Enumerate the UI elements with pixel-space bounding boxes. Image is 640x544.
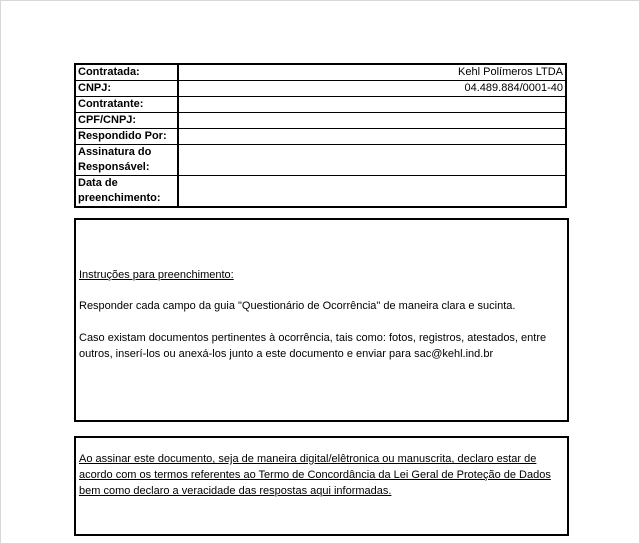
cnpj-value[interactable]: 04.489.884/0001-40 bbox=[178, 81, 566, 97]
table-row bbox=[75, 145, 566, 176]
cpf-cnpj-label: CPF/CNPJ: bbox=[75, 113, 178, 129]
table-row bbox=[75, 64, 566, 81]
data-preenchimento-label: Data de preenchimento: bbox=[75, 176, 178, 208]
declaration-text: Ao assinar este documento, seja de maneira digital/elêtronica ou manuscrita, declaro estar de acordo com os termos referentes ao Termo de Concordância da Lei Geral de Proteção de Dados bem como declaro a veracidade das respostas aqui informadas. bbox=[79, 453, 551, 497]
instructions-paragraph-1: Responder cada campo da guia "Questionário de Ocorrência" de maneira clara e sucinta. bbox=[79, 300, 516, 312]
assinatura-label: Assinatura do Responsável: bbox=[75, 145, 178, 176]
instructions-title: Instruções para preenchimento: bbox=[79, 269, 234, 281]
instructions-paragraph-2: Caso existam documentos pertinentes à ocorrência, tais como: fotos, registros, atestados, entre outros, inserí-los ou anexá-los junto a este documento e enviar para sac@kehl.ind.br bbox=[79, 332, 547, 360]
table-row bbox=[75, 176, 566, 208]
cpf-cnpj-value[interactable] bbox=[178, 113, 566, 129]
respondido-por-value[interactable] bbox=[178, 129, 566, 145]
table-row bbox=[75, 129, 566, 145]
contratante-label: Contratante: bbox=[75, 97, 178, 113]
table-row bbox=[75, 97, 566, 113]
cnpj-label: CNPJ: bbox=[75, 81, 178, 97]
contratada-label: Contratada: bbox=[75, 64, 178, 81]
instructions-box bbox=[74, 218, 569, 422]
declaration-box bbox=[74, 436, 569, 536]
contratada-value[interactable]: Kehl Polímeros LTDA bbox=[178, 64, 566, 81]
table-row bbox=[75, 81, 566, 97]
respondido-por-label: Respondido Por: bbox=[75, 129, 178, 145]
table-row bbox=[75, 113, 566, 129]
contratante-value[interactable] bbox=[178, 97, 566, 113]
assinatura-value[interactable] bbox=[178, 145, 566, 176]
data-preenchimento-value[interactable] bbox=[178, 176, 566, 208]
info-table bbox=[74, 63, 567, 208]
